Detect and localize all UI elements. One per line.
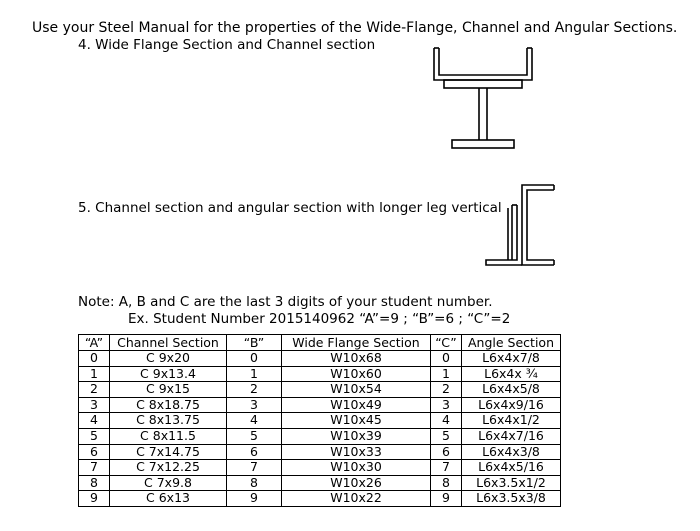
item-4-heading: 4. Wide Flange Section and Channel section	[78, 37, 376, 53]
cell-b: 0	[227, 351, 282, 367]
cell-channel: C 7x9.8	[110, 475, 227, 491]
cell-angle: L6x4x7/8	[462, 351, 561, 367]
note-line-2: Ex. Student Number 2015140962 “A”=9 ; “B”=6 ; “C”=2	[128, 311, 511, 327]
cell-b: 1	[227, 366, 282, 382]
item-5-heading: 5. Channel section and angular section with longer leg vertical	[78, 200, 502, 216]
cell-wide-flange: W10x68	[282, 351, 431, 367]
cell-channel: C 9x13.4	[110, 366, 227, 382]
cell-a: 2	[79, 382, 110, 398]
table-row	[79, 444, 561, 460]
cell-wide-flange: W10x33	[282, 444, 431, 460]
cell-a: 3	[79, 397, 110, 413]
cell-a: 9	[79, 491, 110, 507]
cell-c: 6	[431, 444, 462, 460]
cell-c: 1	[431, 366, 462, 382]
cell-a: 1	[79, 366, 110, 382]
note-line-1: Note: A, B and C are the last 3 digits of your student number.	[78, 294, 493, 310]
cell-angle: L6x4x9/16	[462, 397, 561, 413]
header-angle: Angle Section	[462, 335, 561, 351]
cell-b: 2	[227, 382, 282, 398]
cell-channel: C 9x20	[110, 351, 227, 367]
table-row	[79, 397, 561, 413]
cell-c: 4	[431, 413, 462, 429]
cell-c: 5	[431, 428, 462, 444]
cell-wide-flange: W10x54	[282, 382, 431, 398]
cell-c: 3	[431, 397, 462, 413]
cell-a: 7	[79, 460, 110, 476]
table-row	[79, 413, 561, 429]
cell-channel: C 6x13	[110, 491, 227, 507]
cell-b: 7	[227, 460, 282, 476]
cell-c: 0	[431, 351, 462, 367]
section-properties-table	[78, 334, 561, 507]
cell-c: 8	[431, 475, 462, 491]
cell-wide-flange: W10x39	[282, 428, 431, 444]
cell-angle: L6x4x7/16	[462, 428, 561, 444]
table-row	[79, 491, 561, 507]
cell-channel: C 7x14.75	[110, 444, 227, 460]
channel-cap-inner	[439, 48, 527, 75]
cell-channel: C 7x12.25	[110, 460, 227, 476]
cell-a: 5	[79, 428, 110, 444]
cell-b: 5	[227, 428, 282, 444]
cell-angle: L6x4x5/8	[462, 382, 561, 398]
header-b: “B”	[227, 335, 282, 351]
table-row	[79, 475, 561, 491]
cell-wide-flange: W10x30	[282, 460, 431, 476]
cell-b: 9	[227, 491, 282, 507]
cell-b: 6	[227, 444, 282, 460]
cell-channel: C 8x18.75	[110, 397, 227, 413]
cell-a: 4	[79, 413, 110, 429]
table-row	[79, 460, 561, 476]
cell-angle: L6x4x3/8	[462, 444, 561, 460]
cell-c: 7	[431, 460, 462, 476]
cell-angle: L6x4x1/2	[462, 413, 561, 429]
cell-a: 8	[79, 475, 110, 491]
header-channel: Channel Section	[110, 335, 227, 351]
wide-flange-channel-figure	[430, 40, 540, 180]
table-row	[79, 428, 561, 444]
cell-wide-flange: W10x45	[282, 413, 431, 429]
table-row	[79, 351, 561, 367]
cell-b: 8	[227, 475, 282, 491]
cell-channel: C 9x15	[110, 382, 227, 398]
cell-c: 2	[431, 382, 462, 398]
cell-wide-flange: W10x60	[282, 366, 431, 382]
cell-wide-flange: W10x49	[282, 397, 431, 413]
cell-angle: L6x4x5/16	[462, 460, 561, 476]
channel-angle-figure	[484, 180, 564, 272]
table-header-row	[79, 335, 561, 351]
header-a: “A”	[79, 335, 110, 351]
cell-b: 3	[227, 397, 282, 413]
cell-angle: L6x4x ¾	[462, 366, 561, 382]
cell-angle: L6x3.5x3/8	[462, 491, 561, 507]
cell-channel: C 8x11.5	[110, 428, 227, 444]
wf-top-flange	[444, 80, 522, 88]
wf-bottom-flange	[452, 140, 514, 148]
cell-a: 6	[79, 444, 110, 460]
table-row	[79, 366, 561, 382]
cell-a: 0	[79, 351, 110, 367]
header-c: “C”	[431, 335, 462, 351]
cell-b: 4	[227, 413, 282, 429]
cell-wide-flange: W10x22	[282, 491, 431, 507]
cell-angle: L6x3.5x1/2	[462, 475, 561, 491]
intro-text: Use your Steel Manual for the properties of the Wide-Flange, Channel and Angular Sections.	[32, 20, 678, 36]
table-row	[79, 382, 561, 398]
angle-outline	[486, 205, 522, 265]
header-wide-flange: Wide Flange Section	[282, 335, 431, 351]
cell-c: 9	[431, 491, 462, 507]
cell-channel: C 8x13.75	[110, 413, 227, 429]
cell-wide-flange: W10x26	[282, 475, 431, 491]
